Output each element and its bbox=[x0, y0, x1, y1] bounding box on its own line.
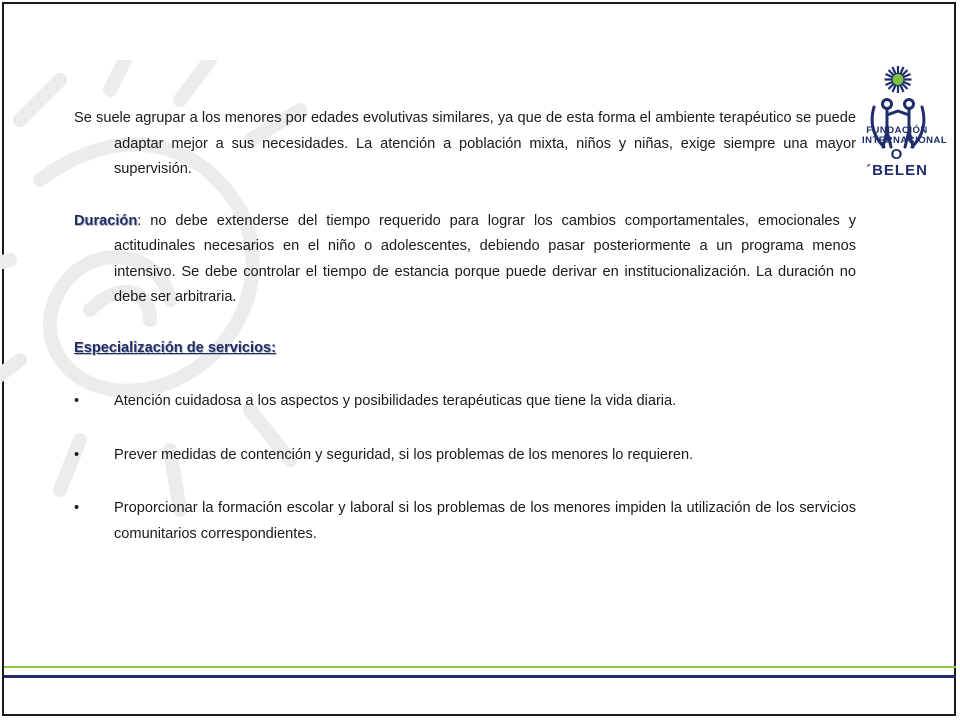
sun-icon bbox=[885, 66, 912, 93]
duration-text: : no debe extenderse del tiempo requerido para lograr los cambios comportamentales, emocionales y actitudinales necesarios en el niño o adolescentes, debiendo pasar posteriormente a un programa menos intensivo. Se debe controlar el tiempo de estancia porque puede derivar en institucionalización. La duración no debe ser arbitraria. bbox=[114, 212, 856, 305]
slide-body bbox=[74, 106, 856, 547]
logo-line-1: FUNDACIÓN bbox=[866, 125, 928, 136]
section-heading: Especialización de servicios: bbox=[74, 339, 276, 356]
footer-rule-green bbox=[4, 666, 956, 668]
bullet-item-3 bbox=[74, 496, 856, 547]
paragraph-duration bbox=[74, 209, 856, 311]
footer-rule-blue bbox=[4, 675, 956, 678]
bullet-item-1 bbox=[74, 389, 856, 415]
bullet-text-3: Proporcionar la formación escolar y laboral si los problemas de los menores impiden la utilización de los servicios comunitarios correspondientes. bbox=[114, 500, 856, 542]
bullet-text-2: Prever medidas de contención y seguridad, si los problemas de los menores lo requieren. bbox=[114, 446, 694, 463]
bullet-marker: • bbox=[74, 500, 80, 516]
bullet-text-1: Atención cuidadosa a los aspectos y posibilidades terapéuticas que tiene la vida diaria. bbox=[114, 393, 677, 409]
duration-label: Duración bbox=[74, 212, 138, 229]
paragraph-ages: Se suele agrupar a los menores por edades evolutivas similares, ya que de esta forma el ambiente terapéutico se puede adaptar mejor a sus necesidades. La atención a población mixta, niños y niñas, exige siempre una mayor supervisión. bbox=[74, 110, 856, 177]
logo-wordmark bbox=[862, 125, 948, 179]
bullet-marker: • bbox=[74, 393, 80, 409]
bullet-marker: • bbox=[74, 446, 80, 463]
logo-line-2: INTERNACIONAL bbox=[862, 134, 948, 146]
bullet-item-2 bbox=[74, 443, 856, 469]
logo-line-3: O´BELEN bbox=[866, 145, 928, 179]
